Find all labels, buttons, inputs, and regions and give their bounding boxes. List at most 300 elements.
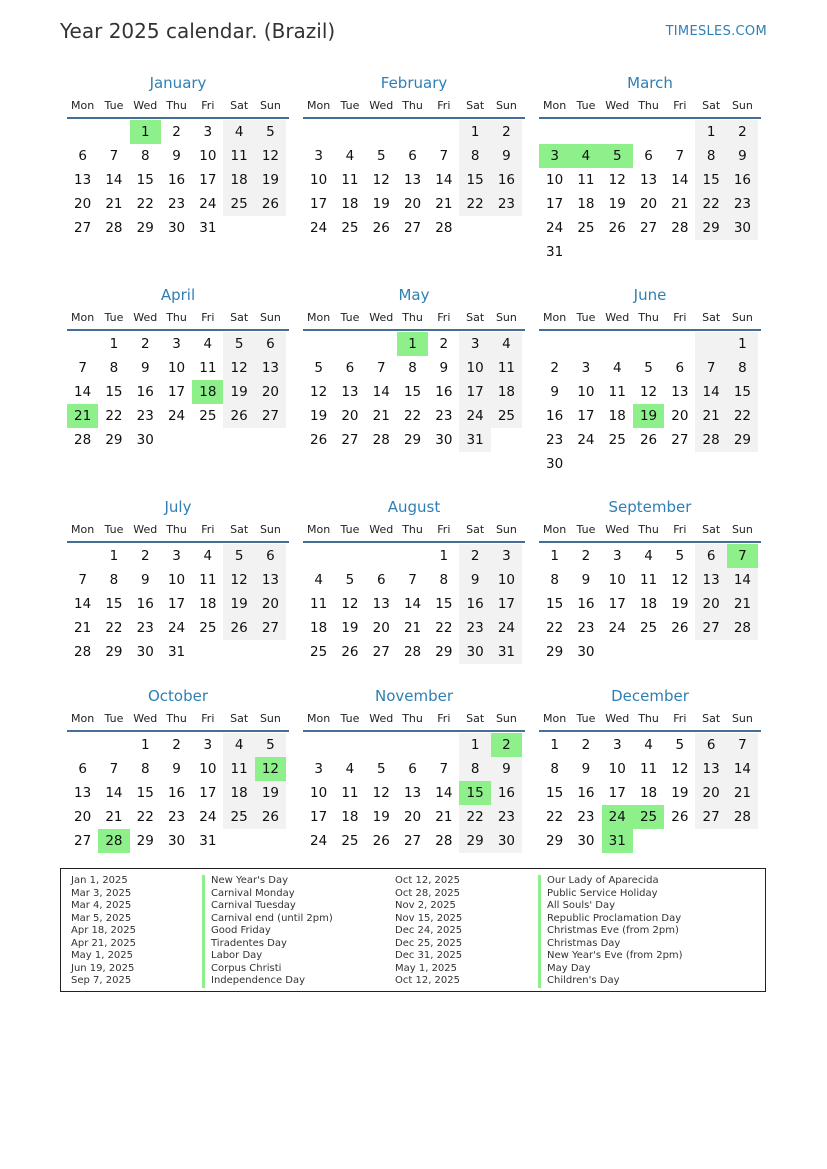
weekday-label: Sun [495,523,517,536]
weekday-label: Tue [104,712,124,725]
day-cell: 15 [403,384,422,400]
day-cell: 9 [140,572,150,588]
weekday-label: Wed [369,712,394,725]
weekday-header [67,707,289,732]
month-name: March [627,74,673,92]
day-cell: 13 [255,568,286,592]
day-cell: 10 [577,384,595,400]
day-cell: 24 [608,620,626,636]
day-cell: 17 [608,785,626,801]
weekday-label: Mon [543,523,567,536]
day-cell: 28 [435,220,453,236]
day-cell: 22 [435,620,453,636]
day-cell: 3 [459,332,490,356]
day-blank [334,544,365,568]
day-cell: 21 [435,809,453,825]
day-cell: 5 [376,761,386,777]
day-cell: 11 [199,360,217,376]
day-cell: 4 [223,120,254,144]
day-cell: 30 [546,456,564,472]
legend-date: Jan 1, 2025 [71,875,128,886]
weekday-label: Sat [466,712,485,725]
day-cell: 12 [608,172,626,188]
day-cell: 6 [255,332,286,356]
day-cell: 22 [459,805,490,829]
day-cell: 22 [105,408,123,424]
site-link[interactable]: TIMESLES.COM [665,24,767,39]
day-cell: 1 [459,120,490,144]
day-cell: 26 [341,644,359,660]
day-cell: 21 [372,408,390,424]
legend-date: Oct 28, 2025 [395,887,460,899]
day-cell: 7 [675,148,685,164]
weekday-label: Sun [259,99,281,112]
day-cell: 16 [136,384,154,400]
day-cell: 27 [74,833,92,849]
day-cell: 29 [136,833,154,849]
day-cell: 19 [310,408,328,424]
day-cell: 23 [435,408,453,424]
day-blank [334,733,365,757]
day-cell: 19 [223,380,254,404]
weekday-label: Tue [340,523,360,536]
day-cell: 21 [695,404,726,428]
legend-date: May 1, 2025 [395,962,458,974]
day-cell: 11 [491,356,522,380]
weekday-label: Sun [731,311,753,324]
day-cell: 8 [439,572,449,588]
day-cell: 15 [136,785,154,801]
day-cell: 25 [341,220,359,236]
day-cell: 25 [223,192,254,216]
day-cell: 2 [172,124,181,140]
legend-date: Nov 15, 2025 [395,912,463,924]
day-cell: 21 [403,620,422,636]
day-cell: 7 [109,761,119,777]
weekday-label: Tue [340,99,360,112]
day-cell: 13 [639,172,658,188]
weekday-header [303,707,525,732]
legend-date: May 1, 2025 [71,950,134,961]
day-cell: 16 [491,781,522,805]
day-cell: 30 [727,216,758,240]
weekday-header [67,306,289,331]
weekday-label: Sun [731,523,753,536]
weekday-label: Sat [702,712,721,725]
weekday-label: Wed [369,99,394,112]
day-cell: 9 [491,757,522,781]
day-cell: 6 [376,572,386,588]
month-september [539,496,761,685]
day-cell: 28 [74,432,92,448]
day-cell: 8 [695,144,726,168]
day-cell: 19 [372,196,390,212]
day-cell: 10 [199,148,217,164]
weekday-label: Sun [259,712,281,725]
day-cell: 11 [577,172,595,188]
day-cell: 30 [577,833,595,849]
weekday-label: Wed [133,99,158,112]
day-cell: 1 [140,737,150,753]
day-cell: 23 [459,616,490,640]
weekday-label: Mon [543,712,567,725]
day-cell: 7 [78,360,87,376]
month-january [67,72,289,284]
day-cell: 25 [341,833,359,849]
day-blank [334,332,365,356]
days-grid [539,732,761,853]
day-cell: 31 [491,640,522,664]
day-cell: 8 [140,761,150,777]
day-cell: 23 [727,192,758,216]
day-cell: 30 [167,833,186,849]
day-cell: 18 [639,596,658,612]
day-cell: 12 [372,172,390,188]
weekday-label: Wed [369,311,394,324]
day-blank [397,733,428,757]
day-cell-holiday: 31 [602,829,633,853]
day-cell: 5 [223,332,254,356]
day-cell: 10 [608,761,626,777]
day-cell: 16 [167,172,186,188]
month-name: October [147,687,209,705]
day-cell: 21 [105,809,123,825]
weekday-label: Tue [576,523,596,536]
day-cell-holiday: 1 [130,120,161,144]
day-cell: 27 [372,644,390,660]
weekday-header [539,707,761,732]
day-blank [366,733,397,757]
weekday-label: Sun [259,311,281,324]
legend-holiday-name: Tiradentes Day [211,937,287,949]
day-blank [397,120,428,144]
day-cell: 23 [167,809,186,825]
weekday-label: Mon [543,311,567,324]
day-cell: 17 [199,785,217,801]
day-cell: 1 [727,332,758,356]
legend-holiday-name: Carnival end (until 2pm) [211,912,333,924]
day-cell: 19 [372,809,390,825]
legend-date: Nov 2, 2025 [395,900,456,911]
day-cell: 9 [439,360,449,376]
day-cell: 1 [550,548,559,564]
day-cell: 30 [577,644,595,660]
weekday-label: Mon [71,523,95,536]
weekday-label: Tue [340,311,360,324]
day-cell: 22 [136,809,154,825]
day-cell: 28 [105,220,123,236]
day-cell: 23 [577,620,595,636]
day-cell: 26 [223,404,254,428]
day-cell: 13 [74,172,92,188]
legend-holiday-name: Republic Proclamation Day [547,912,682,924]
days-grid [303,732,525,853]
weekday-label: Sun [495,99,517,112]
weekday-label: Fri [201,523,215,536]
day-cell: 16 [577,785,595,801]
day-cell: 11 [341,172,359,188]
weekday-label: Sat [230,523,249,536]
day-cell: 3 [491,544,522,568]
day-cell: 4 [203,548,213,564]
day-cell: 13 [341,384,359,400]
weekday-label: Mon [307,712,331,725]
day-blank [397,544,428,568]
weekday-label: Tue [576,99,596,112]
month-name: December [611,687,689,705]
weekday-label: Sun [495,712,517,725]
day-cell: 29 [727,428,758,452]
weekday-label: Fri [201,99,215,112]
weekday-label: Tue [104,311,124,324]
day-cell: 13 [403,172,422,188]
weekday-header [539,94,761,119]
day-cell: 9 [581,572,591,588]
day-cell: 1 [109,548,119,564]
day-blank [664,120,695,144]
day-blank [98,733,129,757]
day-cell: 6 [695,733,726,757]
weekday-header [67,518,289,543]
day-cell: 4 [612,360,622,376]
day-cell: 15 [459,168,490,192]
day-cell-holiday: 7 [727,544,758,568]
day-cell: 4 [491,332,522,356]
day-cell: 31 [546,244,564,260]
day-cell: 22 [546,809,564,825]
day-cell: 11 [639,572,658,588]
day-cell: 14 [435,785,453,801]
day-cell: 21 [105,196,123,212]
day-cell: 5 [223,544,254,568]
day-cell: 4 [314,572,323,588]
day-cell: 20 [372,620,390,636]
day-cell: 22 [403,408,422,424]
legend-holiday-name: Labor Day [211,950,263,961]
day-cell: 11 [199,572,217,588]
day-cell: 31 [167,644,186,660]
day-cell: 1 [109,336,119,352]
day-cell: 26 [639,432,658,448]
day-cell: 27 [341,432,359,448]
day-cell: 24 [546,220,564,236]
day-cell: 27 [74,220,92,236]
day-cell: 3 [172,548,181,564]
day-cell: 23 [491,192,522,216]
day-cell: 8 [408,360,417,376]
day-cell: 24 [167,620,186,636]
day-cell: 5 [675,548,685,564]
day-cell: 21 [435,196,453,212]
day-cell: 25 [310,644,328,660]
day-cell: 3 [203,737,213,753]
weekday-label: Sun [495,311,517,324]
day-cell: 2 [581,737,591,753]
month-name: November [374,687,454,705]
day-blank [334,120,365,144]
day-cell: 6 [675,360,685,376]
day-cell: 26 [223,616,254,640]
month-name: January [149,74,207,92]
weekday-header [303,306,525,331]
day-cell: 27 [671,432,689,448]
day-cell: 8 [550,761,559,777]
day-cell: 8 [459,757,490,781]
day-cell: 30 [491,829,522,853]
legend-holiday-name: Corpus Christi [211,962,282,974]
day-cell: 19 [255,168,286,192]
month-july [67,496,289,685]
day-cell: 22 [136,196,154,212]
legend-date: Dec 31, 2025 [395,950,463,961]
legend-holiday-name: Carnival Monday [211,887,295,899]
weekday-label: Fri [437,311,451,324]
weekday-label: Fri [673,712,687,725]
weekday-label: Sat [466,99,485,112]
day-cell: 6 [78,148,87,164]
weekday-header [539,306,761,331]
days-grid [303,119,525,240]
day-cell: 16 [546,408,564,424]
day-cell: 15 [105,596,123,612]
day-blank [67,544,98,568]
weekday-label: Fri [673,523,687,536]
day-cell: 25 [608,432,626,448]
day-cell: 23 [577,809,595,825]
day-cell: 15 [695,168,726,192]
weekday-label: Fri [201,311,215,324]
weekday-label: Wed [605,712,630,725]
weekday-header [303,518,525,543]
day-cell-holiday: 12 [255,757,286,781]
day-cell: 4 [644,737,653,753]
day-cell: 2 [727,120,758,144]
day-cell-holiday: 3 [539,144,570,168]
weekday-label: Sun [731,712,753,725]
day-cell: 21 [74,620,92,636]
day-cell: 20 [671,408,689,424]
weekday-label: Wed [133,712,158,725]
month-june [539,284,761,496]
day-blank [695,332,726,356]
day-blank [633,120,664,144]
legend-names-left [202,875,333,988]
day-cell: 12 [223,356,254,380]
day-cell: 31 [199,220,217,236]
day-cell: 9 [581,761,591,777]
day-cell: 1 [439,548,449,564]
month-name: June [633,286,667,304]
day-cell: 20 [695,781,726,805]
day-cell: 9 [727,144,758,168]
day-cell: 13 [671,384,689,400]
day-cell: 19 [608,196,626,212]
weekday-label: Sun [259,523,281,536]
weekday-label: Thu [402,311,423,324]
legend-date: Mar 4, 2025 [71,900,132,911]
day-blank [67,733,98,757]
day-cell: 28 [372,432,390,448]
weekday-label: Tue [576,712,596,725]
day-cell: 17 [199,172,217,188]
day-cell: 13 [74,785,92,801]
legend-holiday-name: Carnival Tuesday [211,900,296,911]
day-cell: 13 [695,757,726,781]
day-cell: 11 [223,757,254,781]
day-cell: 26 [372,833,390,849]
day-cell: 22 [105,620,123,636]
day-cell: 17 [546,196,564,212]
day-cell: 31 [459,428,490,452]
day-cell: 24 [199,809,217,825]
days-grid [303,331,525,452]
day-cell: 7 [408,572,417,588]
day-cell: 24 [310,220,328,236]
day-blank [67,120,98,144]
month-december [539,685,761,874]
weekday-label: Wed [133,311,158,324]
day-blank [366,544,397,568]
day-cell: 11 [608,384,626,400]
month-november [303,685,525,874]
weekday-label: Sun [731,99,753,112]
day-cell: 5 [345,572,355,588]
month-may [303,284,525,496]
day-cell: 16 [577,596,595,612]
weekday-label: Fri [673,99,687,112]
day-cell: 8 [727,356,758,380]
day-cell: 5 [255,733,286,757]
day-cell: 2 [581,548,591,564]
day-cell: 20 [695,592,726,616]
day-cell: 29 [695,216,726,240]
weekday-label: Wed [369,523,394,536]
weekday-label: Sat [702,523,721,536]
day-cell: 7 [439,148,449,164]
day-cell: 19 [223,592,254,616]
weekday-label: Wed [605,523,630,536]
days-grid [67,119,289,240]
weekday-label: Sat [230,99,249,112]
legend-holiday-name: Independence Day [211,975,306,986]
day-cell: 6 [78,761,87,777]
day-cell: 28 [727,616,758,640]
days-grid [67,543,289,664]
day-cell: 22 [546,620,564,636]
days-grid [67,331,289,452]
day-cell: 3 [314,148,323,164]
day-cell: 2 [491,120,522,144]
legend-holiday-name: Children's Day [547,975,620,986]
day-cell: 8 [550,572,559,588]
day-cell: 18 [491,380,522,404]
day-cell: 17 [167,384,186,400]
holiday-legend [60,868,766,992]
legend-holiday-name: All Souls' Day [547,900,616,911]
day-cell: 14 [695,380,726,404]
day-blank [428,733,459,757]
day-cell: 20 [74,196,92,212]
weekday-label: Sat [702,99,721,112]
day-cell: 16 [435,384,453,400]
day-cell: 17 [310,809,328,825]
day-cell: 14 [671,172,689,188]
day-cell: 4 [345,761,355,777]
legend-date: Dec 25, 2025 [395,937,463,949]
day-cell: 23 [136,620,154,636]
day-cell: 3 [581,360,591,376]
day-cell: 30 [167,220,186,236]
